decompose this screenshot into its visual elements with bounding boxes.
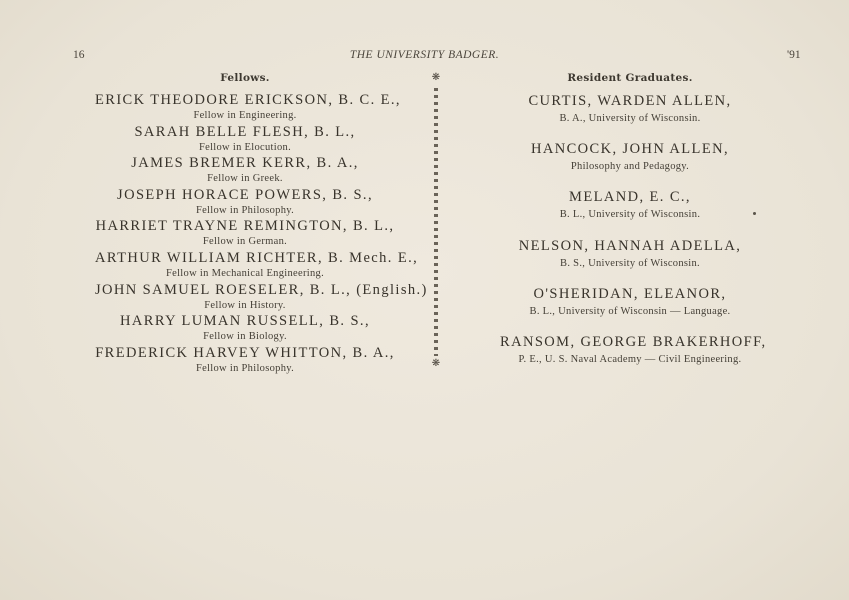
fellow-description: Fellow in Philosophy. xyxy=(195,204,295,216)
fellow-description: Fellow in Biology. xyxy=(203,331,287,343)
graduate-name: RANSOM, GEORGE BRAKERHOFF, xyxy=(500,333,767,350)
column-divider xyxy=(428,72,444,372)
graduate-description: B. A., University of Wisconsin. xyxy=(559,113,701,124)
fellow-name: SARAH BELLE FLESH, B. L., xyxy=(134,123,356,140)
page-number: 16 xyxy=(73,49,85,61)
fellow-name: JOHN SAMUEL ROESELER, B. L., (English.) xyxy=(95,281,428,298)
fellow-entry xyxy=(95,281,428,314)
year-mark: '91 xyxy=(787,49,801,61)
fellows-column xyxy=(95,72,428,376)
fellow-description: Fellow in Elocution. xyxy=(198,141,292,153)
fellow-name: HARRIET TRAYNE REMINGTON, B. L., xyxy=(95,218,395,235)
graduate-name: NELSON, HANNAH ADELLA, xyxy=(518,237,742,254)
graduate-entry xyxy=(500,140,760,188)
fellow-description: Fellow in Greek. xyxy=(207,173,283,185)
graduate-entry xyxy=(500,285,760,333)
resident-graduates-heading: Resident Graduates. xyxy=(567,72,693,84)
graduate-name: CURTIS, WARDEN ALLEN, xyxy=(528,93,732,109)
fellow-entry xyxy=(95,249,419,282)
fellow-entry xyxy=(95,187,395,219)
graduate-description: Philosophy and Pedagogy. xyxy=(570,161,690,173)
fellow-entry xyxy=(95,155,395,187)
graduate-description: B. L., University of Wisconsin. xyxy=(559,209,701,221)
fellow-entry xyxy=(95,92,401,124)
graduate-name: O'SHERIDAN, ELEANOR, xyxy=(533,285,727,302)
fellows-heading: Fellows. xyxy=(220,72,270,84)
paper-speck xyxy=(753,212,756,215)
graduate-description: B. S., University of Wisconsin. xyxy=(560,257,700,269)
fellow-name: ARTHUR WILLIAM RICHTER, B. Mech. E., xyxy=(95,249,419,266)
graduate-description: P. E., U. S. Naval Academy — Civil Engineering. xyxy=(518,353,742,365)
running-head xyxy=(0,49,849,65)
fellow-description: Fellow in History. xyxy=(204,299,286,311)
graduate-entry xyxy=(500,92,760,140)
running-title: THE UNIVERSITY BADGER. xyxy=(349,49,500,61)
graduate-name: HANCOCK, JOHN ALLEN, xyxy=(531,141,729,158)
fellow-name: JOSEPH HORACE POWERS, B. S., xyxy=(117,186,373,203)
fellow-description: Fellow in Mechanical Engineering. xyxy=(165,267,325,279)
graduate-entry xyxy=(500,237,760,285)
fellow-description: Fellow in Engineering. xyxy=(193,110,297,121)
fellow-entry xyxy=(95,218,395,250)
fellow-entry xyxy=(95,345,395,377)
graduate-entry xyxy=(500,188,760,236)
fellow-description: Fellow in Philosophy. xyxy=(195,362,295,374)
fellow-name: HARRY LUMAN RUSSELL, B. S., xyxy=(120,313,370,330)
dashed-rule xyxy=(434,88,438,356)
graduate-entry xyxy=(500,333,767,381)
ornament-top-icon: ❋ xyxy=(431,72,441,83)
fellow-entry xyxy=(95,124,395,156)
fellow-entry xyxy=(95,313,395,345)
fellow-name: ERICK THEODORE ERICKSON, B. C. E., xyxy=(95,92,401,108)
resident-graduates-column xyxy=(500,72,767,381)
graduate-name: MELAND, E. C., xyxy=(569,189,691,206)
ornament-bottom-icon: ❋ xyxy=(431,358,441,369)
fellow-name: JAMES BREMER KERR, B. A., xyxy=(131,155,359,172)
fellow-name: FREDERICK HARVEY WHITTON, B. A., xyxy=(95,344,395,361)
graduate-description: B. L., University of Wisconsin — Language. xyxy=(529,305,731,317)
fellow-description: Fellow in German. xyxy=(202,236,288,248)
